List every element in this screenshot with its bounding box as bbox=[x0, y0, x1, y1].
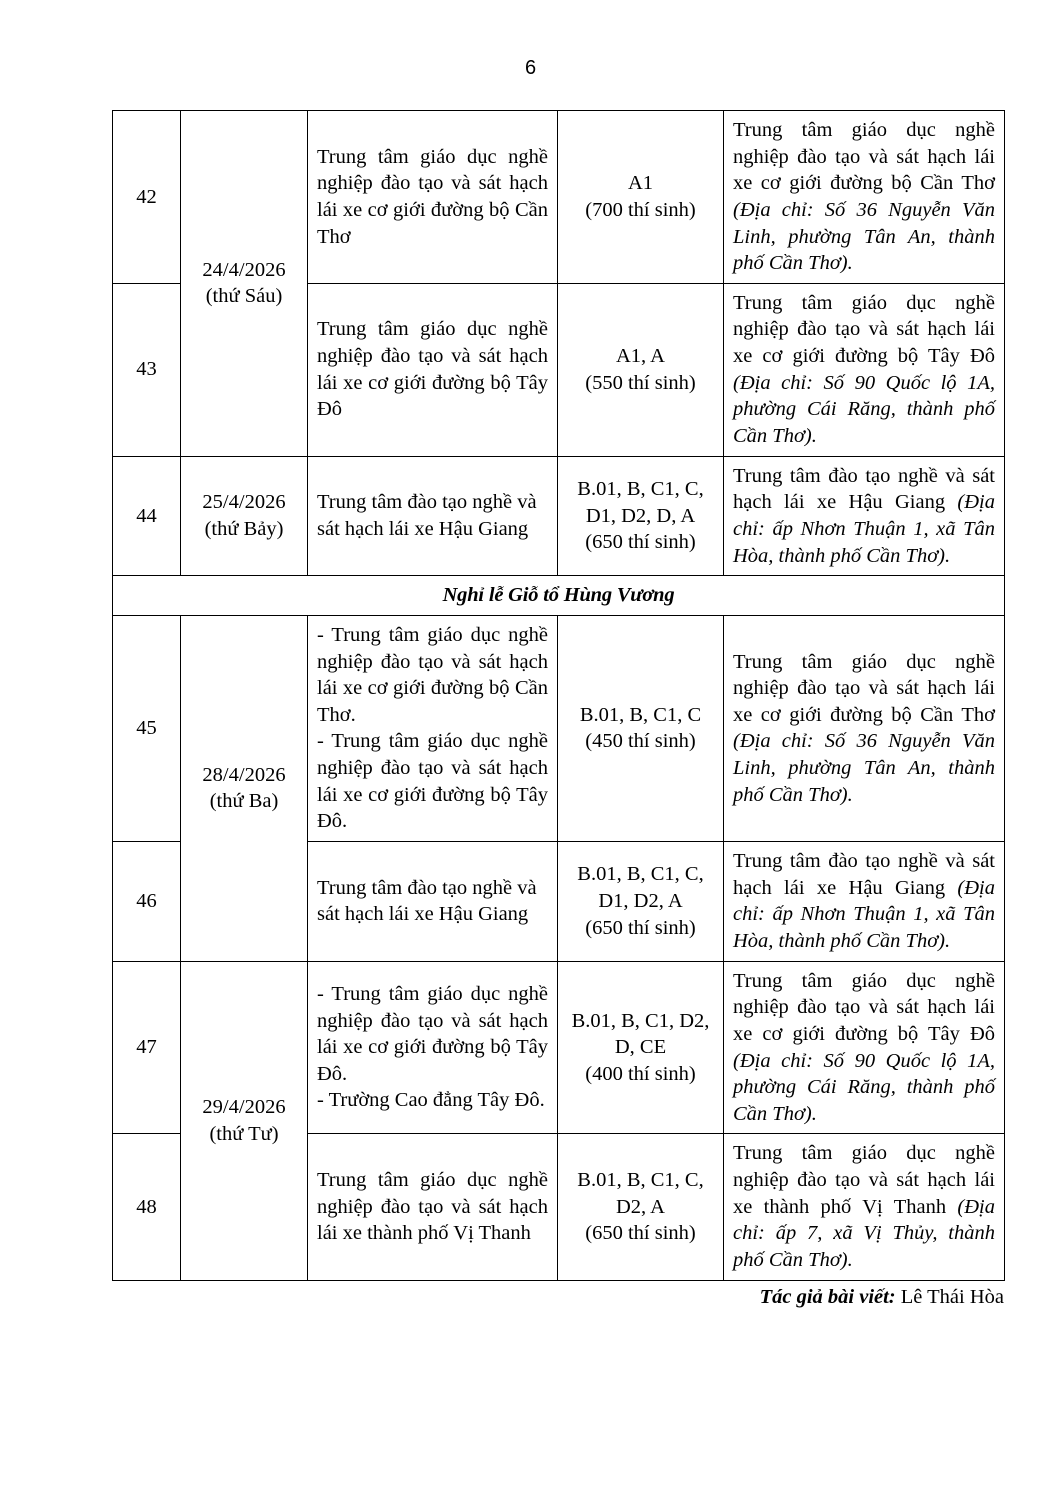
candidate-count: (650 thí sinh) bbox=[585, 1222, 696, 1245]
location-address: (Địa chỉ: Số 90 Quốc lộ 1A, phường Cái Răng, thành phố Cần Thơ). bbox=[733, 1049, 995, 1125]
location-cell bbox=[724, 961, 1005, 1134]
license-category-cell bbox=[558, 1134, 724, 1280]
location-cell bbox=[724, 283, 1005, 456]
table-row bbox=[113, 111, 1005, 284]
location-cell bbox=[724, 842, 1005, 962]
location-address: (Địa chỉ: Số 36 Nguyễn Văn Linh, phường Tân An, thành phố Cần Thơ). bbox=[733, 198, 995, 275]
location-cell bbox=[724, 615, 1005, 841]
date-cell bbox=[181, 456, 308, 576]
category-codes: B.01, B, C1, C, bbox=[577, 863, 704, 886]
unit-cell: Trung tâm giáo dục nghề nghiệp đào tạo và sát hạch lái xe cơ giới đường bộ Cần Thơ bbox=[308, 111, 558, 284]
location-address: (Địa chỉ: ấp Nhơn Thuận 1, xã Tân Hòa, thành phố Cần Thơ). bbox=[733, 876, 995, 952]
exam-schedule-table bbox=[112, 110, 1005, 1281]
location-name: Trung tâm đào tạo nghề và sát hạch lái xe Hậu Giang bbox=[733, 464, 995, 514]
schedule-table-wrapper bbox=[112, 110, 1004, 1281]
date-text: 25/4/2026 bbox=[202, 491, 286, 514]
category-codes: A1, A bbox=[616, 345, 665, 368]
license-category-cell bbox=[558, 961, 724, 1134]
location-cell bbox=[724, 456, 1005, 576]
unit-cell: Trung tâm giáo dục nghề nghiệp đào tạo và sát hạch lái xe thành phố Vị Thanh bbox=[308, 1134, 558, 1280]
location-name: Trung tâm giáo dục nghề nghiệp đào tạo và sát hạch lái xe cơ giới đường bộ Tây Đô bbox=[733, 291, 995, 368]
location-name: Trung tâm đào tạo nghề và sát hạch lái xe Hậu Giang bbox=[733, 850, 995, 899]
date-cell bbox=[181, 615, 308, 961]
unit-cell bbox=[308, 961, 558, 1134]
table-row bbox=[113, 961, 1005, 1134]
license-category-cell bbox=[558, 456, 724, 576]
row-number-cell: 42 bbox=[113, 111, 181, 284]
row-number-cell: 47 bbox=[113, 961, 181, 1134]
row-number-cell: 45 bbox=[113, 615, 181, 841]
candidate-count: (550 thí sinh) bbox=[585, 371, 696, 394]
row-number-cell: 44 bbox=[113, 456, 181, 576]
unit-cell bbox=[308, 456, 558, 576]
license-category-cell bbox=[558, 842, 724, 962]
row-number-cell: 48 bbox=[113, 1134, 181, 1280]
location-name: Trung tâm giáo dục nghề nghiệp đào tạo và sát hạch lái xe cơ giới đường bộ Cần Thơ bbox=[733, 119, 995, 195]
location-cell bbox=[724, 111, 1005, 284]
unit-text: Trung tâm đào tạo nghề và sát hạch lái xe Hậu Giang bbox=[317, 876, 537, 926]
location-name: Trung tâm giáo dục nghề nghiệp đào tạo và sát hạch lái xe cơ giới đường bộ Cần Thơ bbox=[733, 650, 995, 726]
page-number: 6 bbox=[524, 57, 537, 79]
unit-text-2: - Trường Cao đẳng Tây Đô. bbox=[317, 1089, 545, 1112]
row-number-cell: 43 bbox=[113, 283, 181, 456]
category-codes-2: D1, D2, A bbox=[598, 889, 683, 912]
candidate-count: (650 thí sinh) bbox=[585, 531, 696, 554]
date-text: 28/4/2026 bbox=[202, 763, 286, 786]
license-category-cell bbox=[558, 111, 724, 284]
candidate-count: (700 thí sinh) bbox=[585, 198, 696, 221]
weekday-text: (thứ Sáu) bbox=[205, 285, 283, 308]
holiday-banner-text: Nghỉ lễ Giỗ tổ Hùng Vương bbox=[113, 576, 1005, 616]
unit-cell: Trung tâm giáo dục nghề nghiệp đào tạo và sát hạch lái xe cơ giới đường bộ Tây Đô bbox=[308, 283, 558, 456]
table-row bbox=[113, 615, 1005, 841]
category-codes-2: D, CE bbox=[614, 1036, 667, 1059]
category-codes: B.01, B, C1, C bbox=[579, 703, 702, 726]
unit-text-2: - Trung tâm giáo dục nghề nghiệp đào tạo và sát hạch lái xe cơ giới đường bộ Tây Đô. bbox=[317, 730, 548, 833]
category-codes: B.01, B, C1, C, bbox=[577, 478, 704, 500]
weekday-text: (thứ Ba) bbox=[209, 790, 279, 813]
table-row bbox=[113, 456, 1005, 576]
unit-cell bbox=[308, 842, 558, 962]
row-number-cell: 46 bbox=[113, 842, 181, 962]
holiday-banner-row bbox=[113, 576, 1005, 616]
location-address: (Địa chỉ: ấp Nhơn Thuận 1, xã Tân Hòa, thành phố Cần Thơ). bbox=[733, 491, 995, 567]
location-address: (Địa chỉ: Số 36 Nguyễn Văn Linh, phường Tân An, thành phố Cần Thơ). bbox=[733, 730, 995, 806]
category-codes-2: D1, D2, D, A bbox=[585, 504, 696, 527]
location-name: Trung tâm giáo dục nghề nghiệp đào tạo và sát hạch lái xe thành phố Vị Thanh bbox=[733, 1142, 995, 1218]
candidate-count: (650 thí sinh) bbox=[585, 916, 696, 939]
candidate-count: (400 thí sinh) bbox=[585, 1062, 696, 1085]
unit-text-1: - Trung tâm giáo dục nghề nghiệp đào tạo và sát hạch lái xe cơ giới đường bộ Cần Thơ. bbox=[317, 623, 548, 726]
location-cell bbox=[724, 1134, 1005, 1280]
location-name: Trung tâm giáo dục nghề nghiệp đào tạo và sát hạch lái xe cơ giới đường bộ Tây Đô bbox=[733, 969, 995, 1045]
author-signature bbox=[112, 1284, 1004, 1310]
date-cell bbox=[181, 961, 308, 1280]
weekday-text: (thứ Tư) bbox=[209, 1122, 279, 1145]
license-category-cell bbox=[558, 615, 724, 841]
author-label: Tác giả bài viết: bbox=[759, 1286, 896, 1308]
unit-cell bbox=[308, 615, 558, 841]
date-text: 29/4/2026 bbox=[202, 1095, 286, 1118]
candidate-count: (450 thí sinh) bbox=[585, 730, 696, 753]
location-address: (Địa chỉ: Số 90 Quốc lộ 1A, phường Cái Răng, thành phố Cần Thơ). bbox=[733, 371, 995, 448]
category-codes: B.01, B, C1, D2, bbox=[571, 1009, 710, 1032]
date-text: 24/4/2026 bbox=[202, 258, 286, 281]
weekday-text: (thứ Bảy) bbox=[204, 517, 284, 540]
category-codes-2: D2, A bbox=[616, 1195, 665, 1218]
author-name: Lê Thái Hòa bbox=[895, 1286, 1004, 1308]
unit-text: Trung tâm đào tạo nghề và sát hạch lái xe Hậu Giang bbox=[317, 491, 537, 540]
category-codes: B.01, B, C1, C, bbox=[577, 1169, 704, 1192]
location-address: (Địa chỉ: ấp 7, xã Vị Thủy, thành phố Cần Thơ). bbox=[733, 1195, 995, 1271]
date-cell bbox=[181, 111, 308, 457]
category-codes: A1 bbox=[627, 172, 654, 195]
license-category-cell bbox=[558, 283, 724, 456]
unit-text-1: - Trung tâm giáo dục nghề nghiệp đào tạo và sát hạch lái xe cơ giới đường bộ Tây Đô. bbox=[317, 982, 548, 1085]
